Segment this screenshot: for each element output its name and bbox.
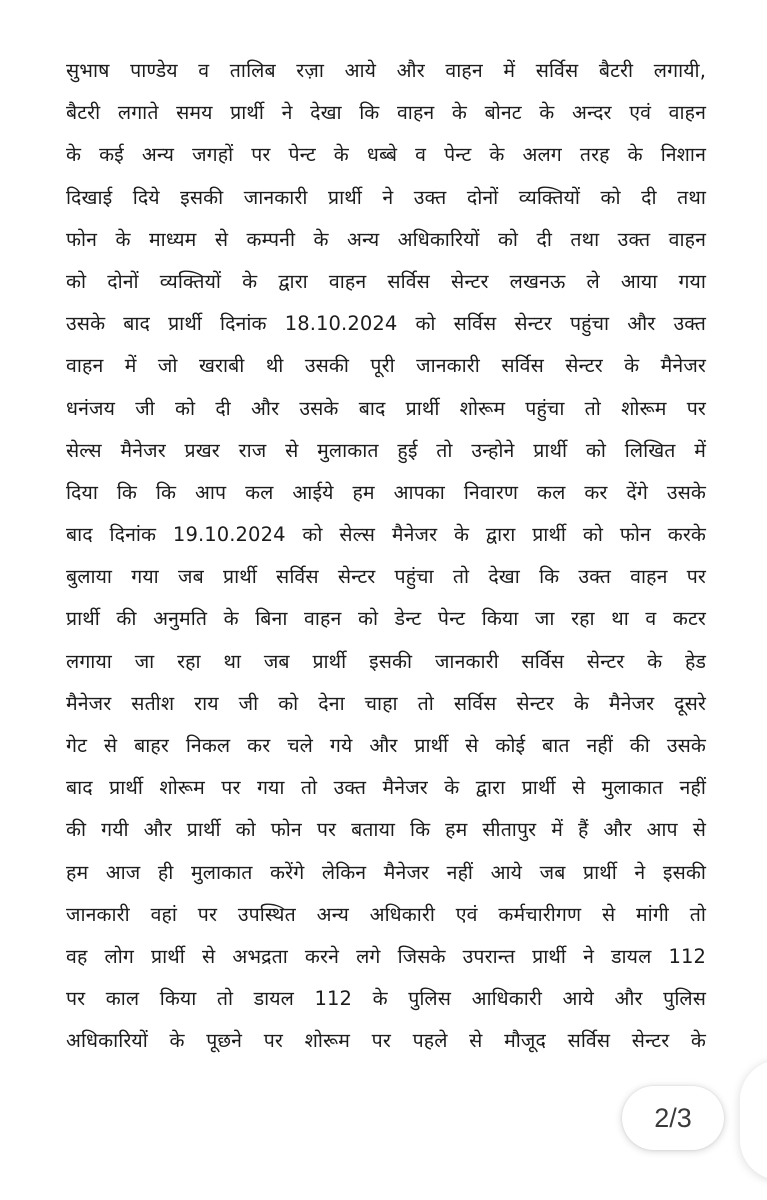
text-line: गेट से बाहर निकल कर चले गये और प्रार्थी से कोई बात नहीं की उसके (66, 734, 706, 757)
text-line: मैनेजर सतीश राय जी को देना चाहा तो सर्विस सेन्टर के मैनेजर दूसरे (66, 691, 706, 715)
text-line: बाद दिनांक 19.10.2024 को सेल्स मैनेजर के द्वारा प्रार्थी को फोन करके (66, 523, 706, 547)
text-line: को दोनों व्यक्तियों के द्वारा वाहन सर्विस सेन्टर लखनऊ ले आया गया (66, 269, 706, 293)
text-line: सुभाष पाण्डेय व तालिब रज़ा आये और वाहन में सर्विस बैटरी लगायी, (66, 59, 706, 82)
page-indicator[interactable] (622, 1086, 724, 1150)
text-line: प्रार्थी की अनुमति के बिना वाहन को डेन्ट पेन्ट किया जा रहा था व कटर (66, 607, 706, 631)
text-line: फोन के माध्यम से कम्पनी के अन्य अधिकारियों को दी तथा उक्त वाहन (66, 227, 706, 251)
text-line: के कई अन्य जगहों पर पेन्ट के धब्बे व पेन्ट के अलग तरह के निशान (66, 143, 706, 167)
text-line: पर काल किया तो डायल 112 के पुलिस आधिकारी आये और पुलिस (66, 987, 706, 1011)
page-indicator-label: 2/3 (654, 1102, 692, 1133)
text-line: सेल्स मैनेजर प्रखर राज से मुलाकात हुई तो उन्होने प्रार्थी को लिखित में (66, 438, 706, 462)
text-line: हम आज ही मुलाकात करेंगे लेकिन मैनेजर नहीं आये जब प्रार्थी ने इसकी (66, 860, 706, 884)
text-line: अधिकारियों के पूछने पर शोरूम पर पहले से मौजूद सर्विस सेन्टर के (66, 1029, 706, 1053)
text-line: बाद प्रार्थी शोरूम पर गया तो उक्त मैनेजर के द्वारा प्रार्थी से मुलाकात नहीं (66, 776, 706, 800)
text-line: बैटरी लगाते समय प्रार्थी ने देखा कि वाहन के बोनट के अन्दर एवं वाहन (66, 101, 706, 125)
text-line: बुलाया गया जब प्रार्थी सर्विस सेन्टर पहुंचा तो देखा कि उक्त वाहन पर (66, 565, 706, 589)
text-line: धनंजय जी को दी और उसके बाद प्रार्थी शोरूम पहुंचा तो शोरूम पर (66, 396, 706, 420)
text-line: की गयी और प्रार्थी को फोन पर बताया कि हम सीतापुर में हैं और आप से (66, 818, 706, 842)
text-line: वह लोग प्रार्थी से अभद्रता करने लगे जिसके उपरान्त प्रार्थी ने डायल 112 (66, 944, 706, 968)
text-line: उसके बाद प्रार्थी दिनांक 18.10.2024 को सर्विस सेन्टर पहुंचा और उक्त (66, 312, 706, 336)
text-line: वाहन में जो खराबी थी उसकी पूरी जानकारी सर्विस सेन्टर के मैनेजर (66, 354, 706, 378)
text-line: जानकारी वहां पर उपस्थित अन्य अधिकारी एवं कर्मचारीगण से मांगी तो (66, 902, 706, 926)
text-line: लगाया जा रहा था जब प्रार्थी इसकी जानकारी सर्विस सेन्टर के हेड (66, 649, 706, 673)
text-line: दिखाई दिये इसकी जानकारी प्रार्थी ने उक्त दोनों व्यक्तियों को दी तथा (66, 185, 706, 209)
text-line: दिया कि कि आप कल आईये हम आपका निवारण कल कर देंगे उसके (66, 480, 706, 504)
document-body (66, 50, 706, 1063)
